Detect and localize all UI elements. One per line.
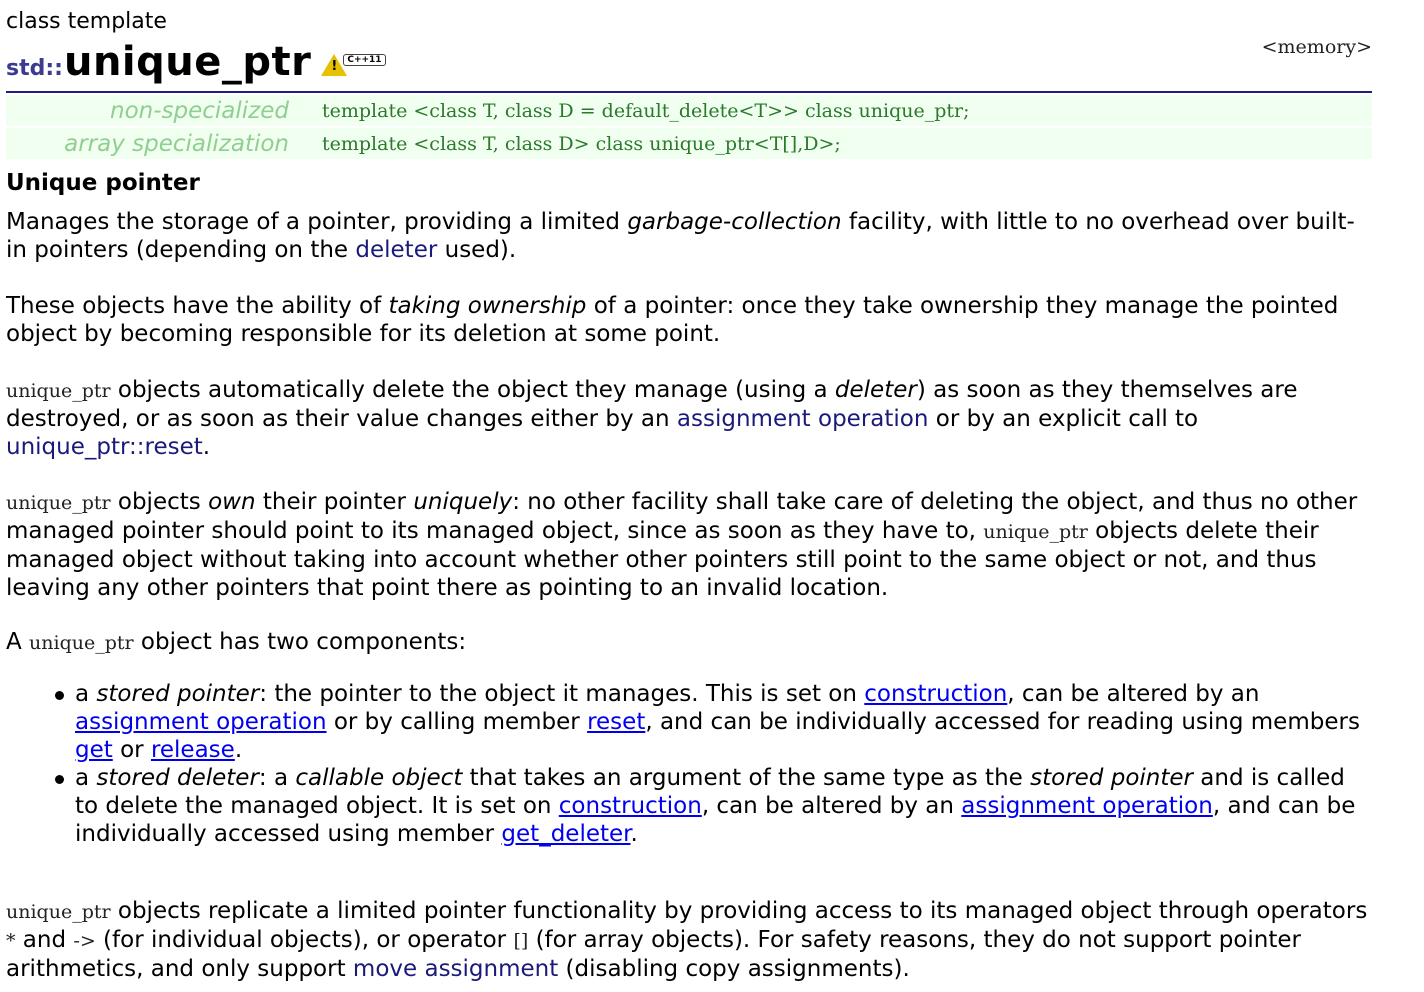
text: or xyxy=(112,737,151,763)
text: objects delete their managed object without taking into account whether other pointers still point to the same object or not, and thus leaving any other pointers that point there as pointing to an invalid location. xyxy=(6,518,1319,601)
text: ) as soon as they themselves are destroyed, or as soon as their value changes either by an xyxy=(6,377,1298,432)
text: of a pointer: once they take ownership they manage the pointed object by becoming responsible for its deletion at some point. xyxy=(6,293,1339,347)
text: . xyxy=(234,737,243,763)
text: objects automatically delete the object they manage (using a xyxy=(110,377,835,403)
text: objects xyxy=(110,489,209,515)
inline-code: unique_ptr xyxy=(983,521,1088,543)
construction-link[interactable]: construction xyxy=(558,793,702,819)
text: : a xyxy=(258,765,296,791)
reset-link[interactable]: reset xyxy=(587,709,646,735)
text: Manages the storage of a pointer, providing a limited xyxy=(6,209,628,235)
page-kicker: class template xyxy=(6,9,167,34)
text: . xyxy=(202,434,211,460)
emphasis: stored deleter xyxy=(96,765,259,791)
text: . xyxy=(630,821,638,847)
page-title xyxy=(6,40,386,84)
paragraph-3 xyxy=(6,376,1372,461)
declaration-label: non-specialized xyxy=(110,97,289,124)
get-link[interactable]: get xyxy=(75,737,113,763)
emphasis: stored pointer xyxy=(96,681,260,707)
text: , can be altered by an xyxy=(1007,681,1260,707)
section-title: Unique pointer xyxy=(6,170,200,196)
get-deleter-link[interactable]: get_deleter xyxy=(501,821,631,847)
text: used). xyxy=(437,237,517,263)
declaration-code: template <class T, class D = default_delete<T>> class unique_ptr; xyxy=(322,99,970,122)
release-link[interactable]: release xyxy=(150,737,235,763)
inline-code: unique_ptr xyxy=(6,901,111,923)
text: These objects have the ability of xyxy=(6,293,389,319)
emphasis: callable object xyxy=(295,765,463,791)
text: or by an explicit call to xyxy=(928,406,1199,432)
assignment-operation-link[interactable]: assignment operation xyxy=(676,406,929,432)
declarations-table xyxy=(6,95,1372,161)
inline-code: unique_ptr xyxy=(29,632,134,654)
list-item xyxy=(52,764,1372,848)
title-divider xyxy=(6,91,1372,93)
text: A xyxy=(6,629,30,655)
text: : the pointer to the object it manages. This is set on xyxy=(259,681,865,707)
assignment-operation-link[interactable]: assignment operation xyxy=(961,793,1213,819)
emphasis: uniquely xyxy=(413,489,513,515)
inline-code: [] xyxy=(513,930,529,952)
text: and is called to delete the managed object. It is set on xyxy=(75,765,1345,819)
namespace-label: std:: xyxy=(6,56,63,81)
text: a xyxy=(75,765,97,791)
text: a xyxy=(75,681,97,707)
declaration-label: array specialization xyxy=(64,130,289,157)
reset-link[interactable]: unique_ptr::reset xyxy=(6,434,203,460)
text: object has two components: xyxy=(133,629,467,655)
paragraph-1 xyxy=(6,208,1372,264)
emphasis: taking ownership xyxy=(388,293,587,319)
cpp11-badge-label: C++11 xyxy=(343,54,385,66)
list-item xyxy=(52,680,1372,764)
inline-code: unique_ptr xyxy=(6,492,111,514)
header-include-link[interactable]: <memory> xyxy=(1261,36,1372,58)
inline-code: unique_ptr xyxy=(6,380,111,402)
text: , can be altered by an xyxy=(701,793,962,819)
emphasis: deleter xyxy=(834,377,917,403)
text: and xyxy=(15,927,74,953)
declaration-code: template <class T, class D> class unique_ptr<T[],D>; xyxy=(322,132,841,155)
emphasis: garbage-collection xyxy=(627,209,842,235)
paragraph-2 xyxy=(6,292,1372,348)
declaration-row xyxy=(6,128,1372,159)
assignment-operation-link[interactable]: assignment operation xyxy=(75,709,327,735)
components-list xyxy=(52,680,1372,848)
construction-link[interactable]: construction xyxy=(864,681,1008,707)
cpp11-badge xyxy=(321,54,385,84)
deleter-link[interactable]: deleter xyxy=(355,237,438,263)
text: : no other facility shall take care of deleting the object, and thus no other managed pointer should point to its managed object, since as soon as they have to, xyxy=(6,489,1358,544)
text: (disabling copy assignments). xyxy=(558,956,910,982)
class-name: unique_ptr xyxy=(63,39,312,85)
text: or by calling member xyxy=(326,709,588,735)
emphasis: stored pointer xyxy=(1030,765,1193,791)
text: , and can be individually accessed using member xyxy=(75,793,1356,847)
emphasis: own xyxy=(208,489,256,515)
move-assignment-link[interactable]: move assignment xyxy=(352,956,559,982)
inline-code: * xyxy=(6,930,16,952)
paragraph-4 xyxy=(6,488,1372,602)
paragraph-5 xyxy=(6,628,1372,657)
text: (for array objects). For safety reasons, they do not support pointer arithmetics, and only support xyxy=(6,927,1302,982)
warning-icon: ! xyxy=(321,54,347,76)
paragraph-6 xyxy=(6,897,1372,983)
declaration-row xyxy=(6,95,1372,126)
text: their pointer xyxy=(255,489,414,515)
text: that takes an argument of the same type as the xyxy=(462,765,1031,791)
text: objects replicate a limited pointer functionality by providing access to its managed object through operators xyxy=(110,898,1368,924)
text: (for individual objects), or operator xyxy=(95,927,514,953)
inline-code: -> xyxy=(73,930,96,952)
text: , and can be individually accessed for reading using members xyxy=(645,709,1360,735)
text: facility, with little to no overhead over built-in pointers (depending on the xyxy=(6,209,1355,263)
